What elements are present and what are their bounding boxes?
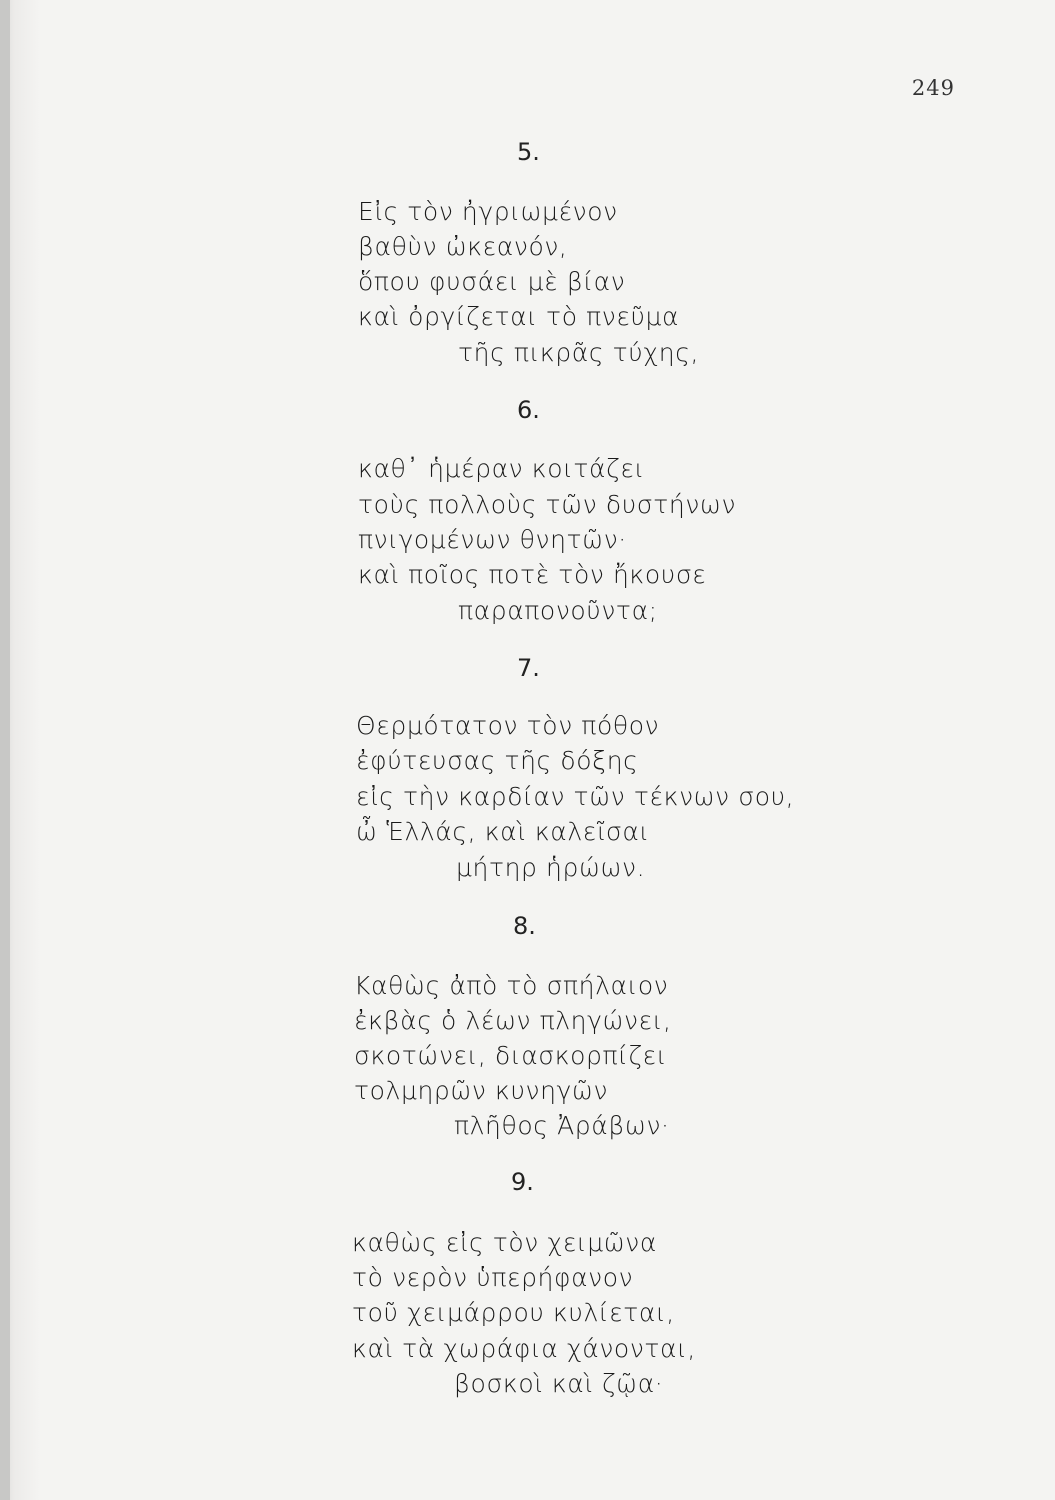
poem-line: καθὼς εἰς τὸν χειμῶνα	[352, 1228, 657, 1257]
stanza-number: 8.	[513, 912, 536, 940]
stanza-number: 7.	[517, 654, 540, 682]
poem-line: μήτηρ ἡρώων.	[456, 853, 646, 882]
poem-line: τοῦ χειμάρρου κυλίεται,	[352, 1298, 675, 1327]
poem-line: παραπονοῦντα;	[458, 596, 658, 625]
stanza-number: 9.	[511, 1168, 534, 1196]
poem-line: εἰς τὴν καρδίαν τῶν τέκνων σου,	[356, 782, 795, 811]
poem-line: Καθὼς ἀπὸ τὸ σπήλαιον	[354, 971, 669, 1000]
poem-line: καὶ ποῖος ποτὲ τὸν ἤκουσε	[358, 560, 707, 589]
poem-line: καθ᾽ ἡμέραν κοιτάζει	[358, 454, 645, 483]
poem-line: καὶ τὰ χωράφια χάνονται,	[352, 1334, 696, 1363]
poem-line: πλῆθος Ἀράβων·	[454, 1111, 670, 1140]
poem-line: πνιγομένων θνητῶν·	[358, 525, 627, 554]
poem-line: τοὺς πολλοὺς τῶν δυστήνων	[358, 490, 737, 519]
poem-line: καὶ ὀργίζεται τὸ πνεῦμα	[358, 302, 680, 331]
poem-line: βαθὺν ὠκεανόν,	[358, 232, 568, 261]
poem-line: τῆς πικρᾶς τύχης,	[458, 338, 700, 367]
poem-line: ἐκβὰς ὁ λέων πληγώνει,	[354, 1006, 672, 1035]
page-number: 249	[911, 76, 955, 100]
poem-line: ὦ Ἑλλάς, καὶ καλεῖσαι	[356, 817, 650, 846]
poem-line: τολμηρῶν κυνηγῶν	[354, 1076, 609, 1105]
poem-line: ὅπου φυσάει μὲ βίαν	[358, 267, 626, 296]
page-edge	[0, 0, 10, 1500]
poem-line: Εἰς τὸν ἠγριωμένον	[358, 197, 618, 226]
poem-line: βοσκοὶ καὶ ζῷα·	[454, 1369, 664, 1398]
poem-line: τὸ νερὸν ὑπερήφανον	[352, 1263, 634, 1292]
stanza-number: 5.	[517, 138, 540, 166]
poem-line: σκοτώνει, διασκορπίζει	[354, 1041, 668, 1070]
poem-line: Θερμότατον τὸν πόθον	[356, 711, 660, 740]
stanza-number: 6.	[517, 396, 540, 424]
poem-line: ἐφύτευσας τῆς δόξης	[356, 746, 639, 775]
